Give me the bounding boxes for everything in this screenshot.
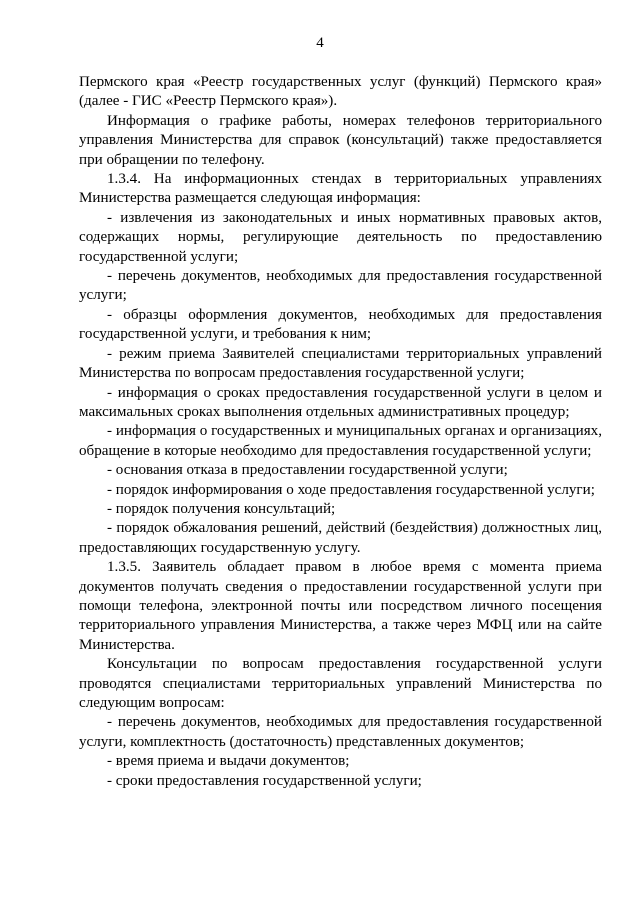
paragraph: Пермского края «Реестр государственных услуг (функций) Пермского края» (далее - ГИС «Реестр Пермского края»). xyxy=(79,74,602,110)
paragraph: - порядок обжалования решений, действий (бездействия) должностных лиц, предоставляющих государственную услугу. xyxy=(79,520,602,556)
paragraph: Информация о графике работы, номерах телефонов территориального управления Министерства для справок (консультаций) также предоставляется при обращении по телефону. xyxy=(79,112,602,168)
paragraph: - извлечения из законодательных и иных нормативных правовых актов, содержащих нормы, регулирующие деятельность по предоставлению государственной услуги; xyxy=(79,209,602,265)
paragraph: - информация о государственных и муниципальных органах и организациях, обращение в которые необходимо для предоставления государственной услуги; xyxy=(79,423,602,459)
page-number: 4 xyxy=(316,35,324,51)
paragraph: - сроки предоставления государственной услуги; xyxy=(107,772,422,789)
document-body xyxy=(79,73,602,791)
paragraph: - порядок информирования о ходе предоставления государственной услуги; xyxy=(107,481,595,498)
paragraph: - перечень документов, необходимых для предоставления государственной услуги, комплектность (достаточность) представленных документов; xyxy=(79,714,602,750)
paragraph: - перечень документов, необходимых для предоставления государственной услуги; xyxy=(79,268,602,304)
paragraph: - порядок получения консультаций; xyxy=(107,500,336,517)
paragraph: Консультации по вопросам предоставления государственной услуги проводятся специалистами территориальных управлений Министерства по следующим вопросам: xyxy=(79,656,602,711)
paragraph: - основания отказа в предоставлении государственной услуги; xyxy=(107,462,508,479)
paragraph: 1.3.5. Заявитель обладает правом в любое время с момента приема документов получать сведения о предоставлении государственной услуги при помощи телефона, электронной почты или посредством личного посещения территориального управления Министерства, а также через МФЦ или на сайте Министерства. xyxy=(79,559,602,653)
paragraph: 1.3.4. На информационных стендах в территориальных управлениях Министерства размещается следующая информация: xyxy=(79,171,602,207)
paragraph: - информация о сроках предоставления государственной услуги в целом и максимальных сроках выполнения отдельных административных процедур; xyxy=(79,384,602,420)
paragraph: - образцы оформления документов, необходимых для предоставления государственной услуги, и требования к ним; xyxy=(79,306,602,343)
paragraph: - время приема и выдачи документов; xyxy=(107,753,350,770)
paragraph: - режим приема Заявителей специалистами территориальных управлений Министерства по вопросам предоставления государственной услуги; xyxy=(79,345,602,382)
